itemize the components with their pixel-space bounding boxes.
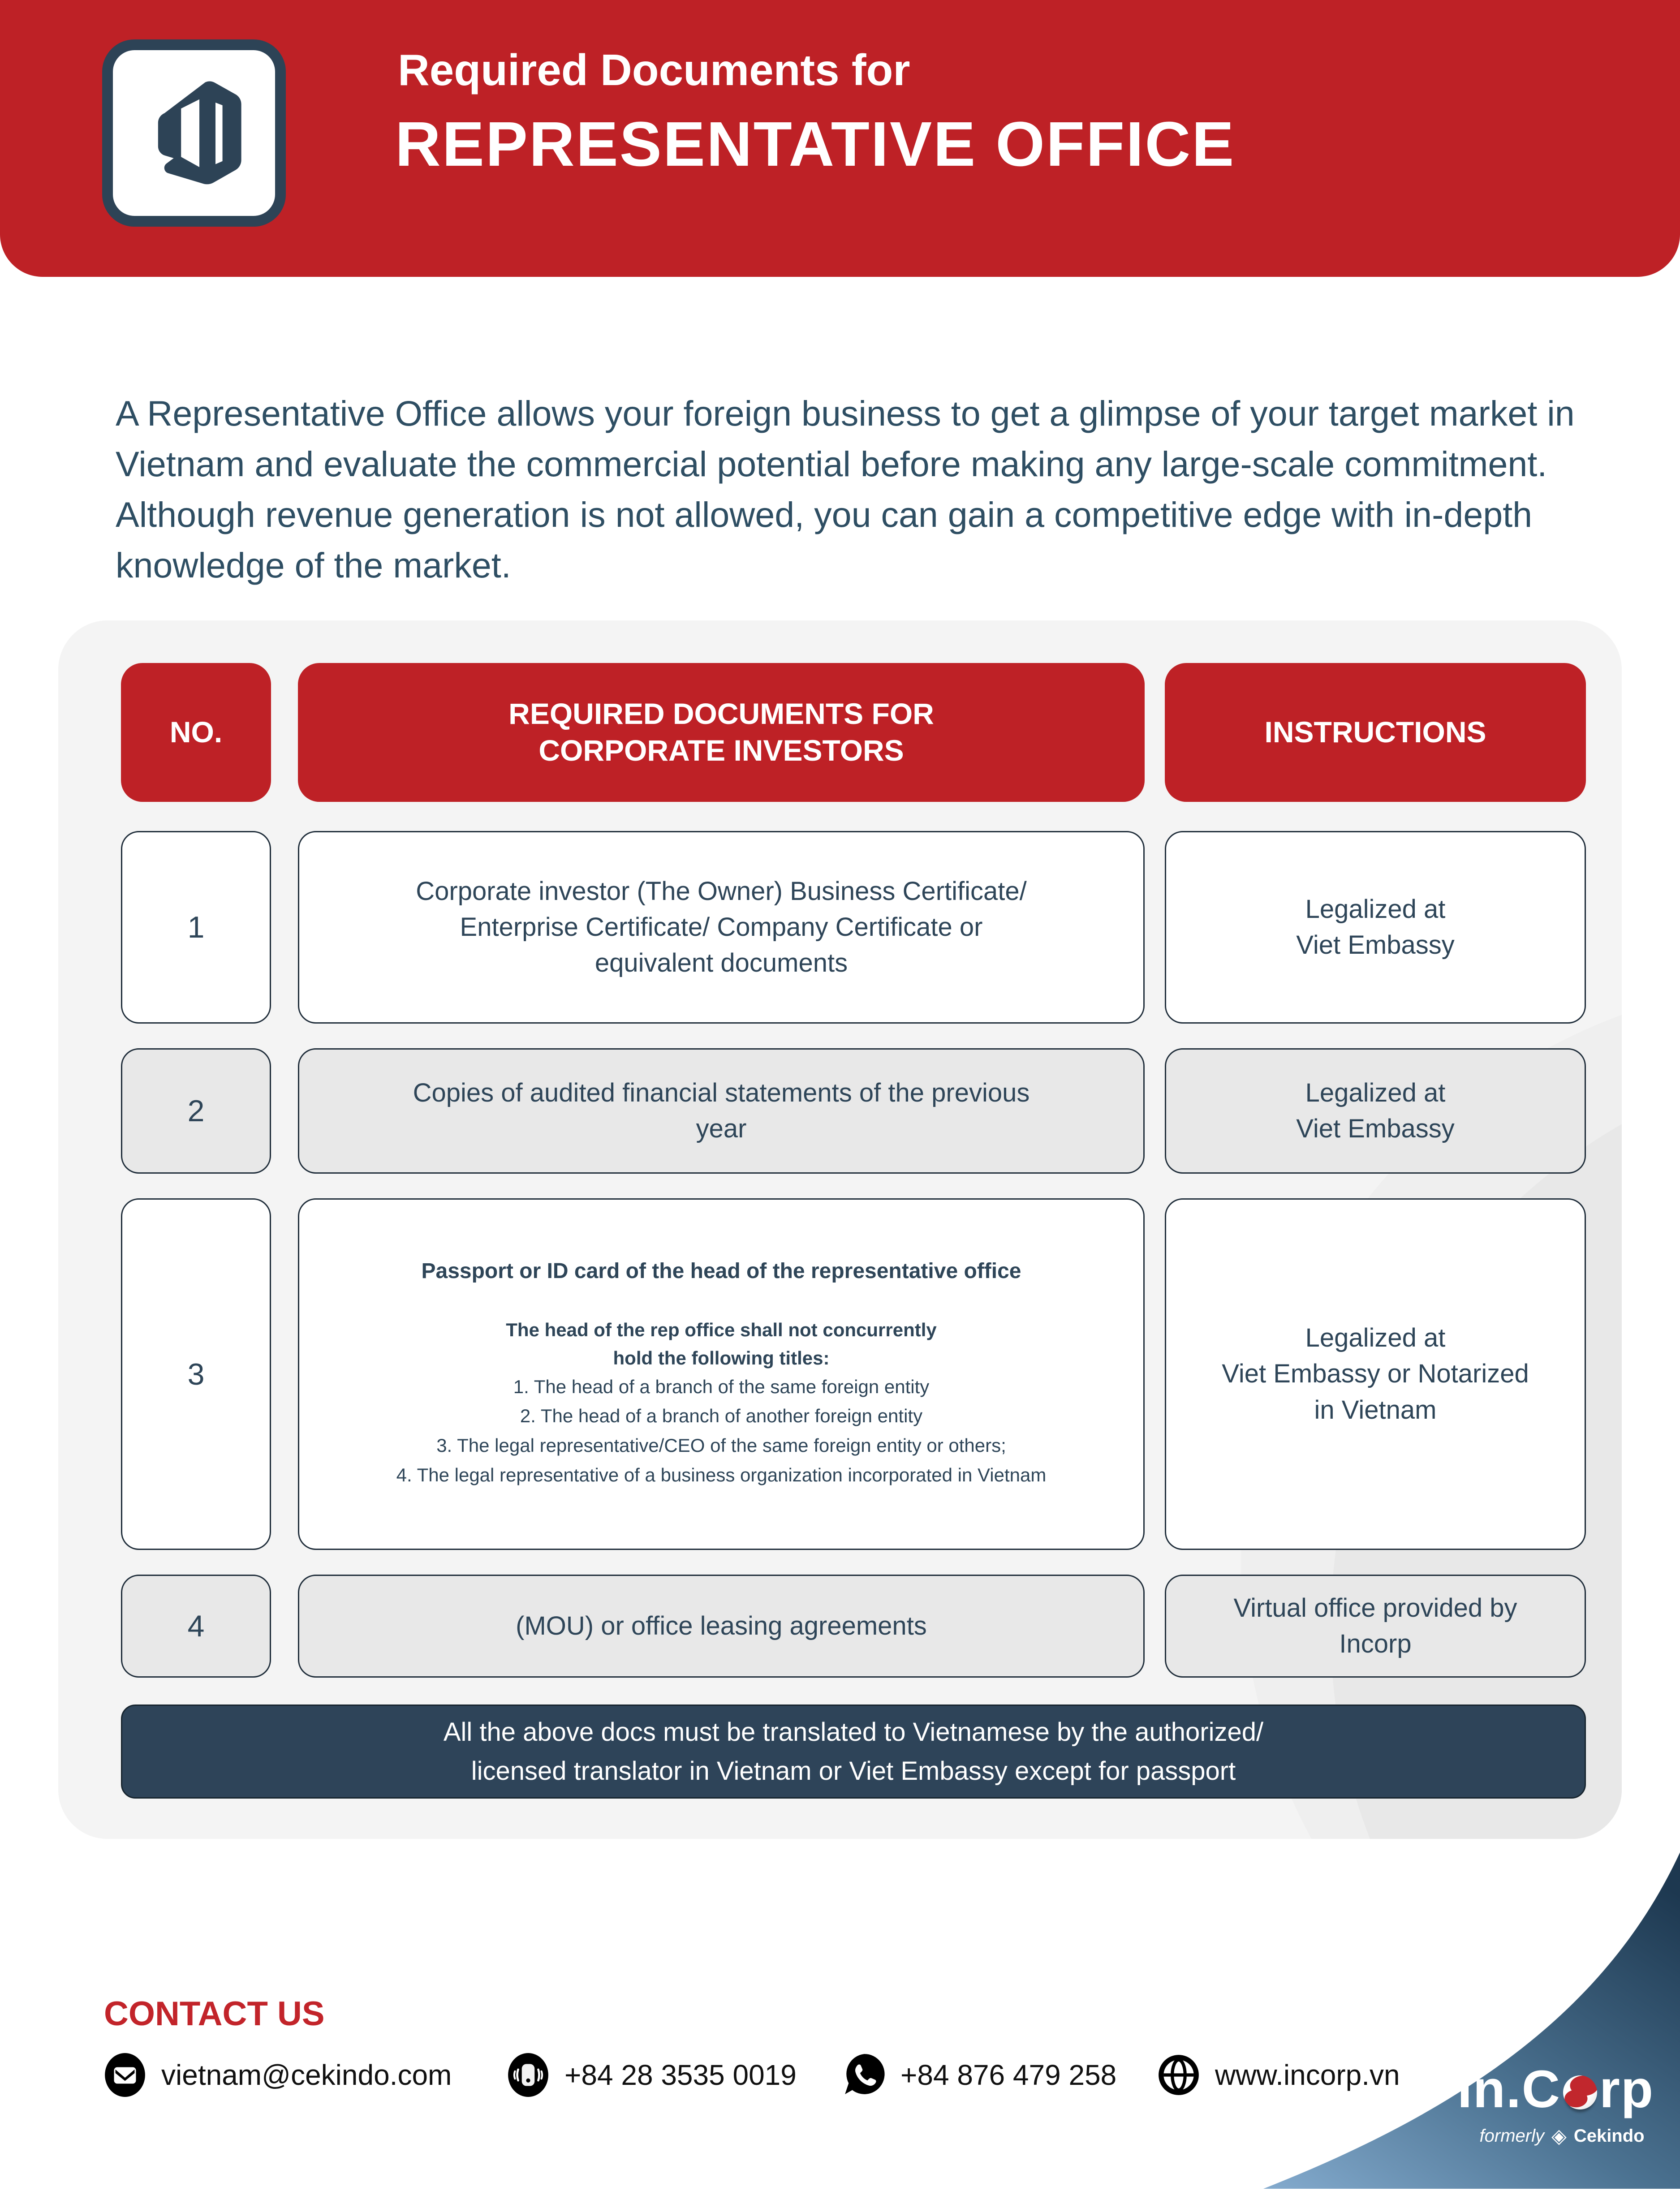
document-text: Corporate investor (The Owner) Business Certificate/ Enterprise Certificate/ Company Certificate or equivalent documents xyxy=(416,876,1027,978)
table-row-2-document xyxy=(298,1048,1145,1174)
instruction-line: Legalized at xyxy=(1305,894,1446,924)
documents-table xyxy=(58,620,1622,1839)
instruction-line: Incorp xyxy=(1339,1629,1412,1658)
formerly-cekindo-line xyxy=(1464,2126,1660,2146)
contact-whatsapp[interactable] xyxy=(841,2051,1116,2099)
incorp-wordmark xyxy=(1457,2059,1654,2120)
document-title: Passport or ID card of the head of the representative office xyxy=(421,1259,1021,1283)
contact-email[interactable] xyxy=(102,2051,452,2099)
translation-note xyxy=(121,1705,1586,1799)
table-row-4-document xyxy=(298,1575,1145,1678)
column-header-documents-line2: CORPORATE INVESTORS xyxy=(538,734,904,767)
globe-letter-icon xyxy=(1563,2075,1597,2109)
document-list-item: 1. The head of a branch of the same foreign entity xyxy=(513,1376,930,1397)
table-row-3-instruction xyxy=(1165,1198,1586,1550)
whatsapp-icon xyxy=(841,2052,887,2098)
instruction-line: in Vietnam xyxy=(1314,1395,1437,1425)
table-row-4-number xyxy=(121,1575,271,1678)
table-row-3-document xyxy=(298,1198,1145,1550)
document-subtitle-line2: hold the following titles: xyxy=(613,1347,830,1369)
formerly-label: formerly xyxy=(1479,2126,1544,2146)
column-header-documents-line1: REQUIRED DOCUMENTS FOR xyxy=(508,697,934,731)
instruction-line: Virtual office provided by xyxy=(1233,1593,1517,1623)
cekindo-brand-label: Cekindo xyxy=(1573,2126,1645,2146)
column-header-documents xyxy=(298,663,1145,802)
table-row-2-number xyxy=(121,1048,271,1174)
table-row-3-number xyxy=(121,1198,271,1550)
document-list-item: 2. The head of a branch of another foreign entity xyxy=(520,1405,923,1427)
incorp-wordmark-prefix: In.C xyxy=(1457,2060,1561,2119)
contact-phone-text: +84 28 3535 0019 xyxy=(564,2059,797,2091)
translation-note-line1: All the above docs must be translated to Vietnamese by the authorized/ xyxy=(443,1718,1264,1747)
contact-website-text: www.incorp.vn xyxy=(1215,2059,1400,2091)
document-text: Copies of audited financial statements of the previous year xyxy=(413,1078,1030,1143)
table-row-2-instruction xyxy=(1165,1048,1586,1174)
document-text: (MOU) or office leasing agreements xyxy=(516,1611,927,1640)
column-header-instructions xyxy=(1165,663,1586,802)
column-header-no xyxy=(121,663,271,802)
phone-icon xyxy=(505,2052,551,2098)
instruction-line: Viet Embassy xyxy=(1296,1114,1455,1143)
instruction-text xyxy=(1233,1590,1517,1662)
page-title-line2: REPRESENTATIVE OFFICE xyxy=(395,108,1236,179)
office-logo-icon xyxy=(140,78,248,188)
table-row-4-instruction xyxy=(1165,1575,1586,1678)
globe-icon xyxy=(1156,2052,1202,2098)
column-header-no-label: NO. xyxy=(169,715,223,749)
row-number: 2 xyxy=(187,1094,205,1128)
instruction-line: Viet Embassy xyxy=(1296,930,1455,960)
instruction-line: Viet Embassy or Notarized xyxy=(1222,1359,1529,1389)
column-header-instructions-label: INSTRUCTIONS xyxy=(1264,715,1486,749)
row-number: 3 xyxy=(187,1357,205,1391)
contact-email-text: vietnam@cekindo.com xyxy=(161,2059,452,2091)
contact-website[interactable] xyxy=(1156,2051,1400,2099)
intro-paragraph: A Representative Office allows your foreign business to get a glimpse of your target market in Vietnam and evaluate the commercial potential before making any large-scale commitment. Although revenue generation is not allowed, you can gain a competitive edge with in-depth knowledge of the market. xyxy=(116,393,1575,585)
contact-whatsapp-text: +84 876 479 258 xyxy=(900,2059,1117,2091)
incorp-wordmark-suffix: rp xyxy=(1599,2060,1654,2119)
instruction-text xyxy=(1222,1320,1529,1428)
mail-icon xyxy=(102,2052,148,2098)
table-row-1-number xyxy=(121,831,271,1024)
table-row-1-instruction xyxy=(1165,831,1586,1024)
instruction-line: Legalized at xyxy=(1305,1323,1446,1353)
cekindo-diamond-icon: ◈ xyxy=(1551,2125,1567,2147)
contact-us-heading: CONTACT US xyxy=(104,1995,325,2033)
instruction-text xyxy=(1296,1075,1455,1147)
office-logo-badge xyxy=(102,39,286,227)
translation-note-line2: licensed translator in Vietnam or Viet Embassy except for passport xyxy=(471,1756,1236,1786)
instruction-line: Legalized at xyxy=(1305,1078,1446,1107)
row-number: 1 xyxy=(187,910,205,944)
contact-phone[interactable] xyxy=(505,2051,797,2099)
instruction-text xyxy=(1296,891,1455,963)
header-banner xyxy=(0,0,1680,277)
table-row-1-document xyxy=(298,831,1145,1024)
row-number: 4 xyxy=(187,1609,205,1643)
document-list-item: 4. The legal representative of a business organization incorporated in Vietnam xyxy=(396,1464,1047,1485)
incorp-brand-logo xyxy=(1457,2059,1654,2146)
document-list-item: 3. The legal representative/CEO of the same foreign entity or others; xyxy=(436,1435,1006,1456)
page-title-line1: Required Documents for xyxy=(398,45,910,95)
document-subtitle-line1: The head of the rep office shall not concurrently xyxy=(506,1319,937,1340)
